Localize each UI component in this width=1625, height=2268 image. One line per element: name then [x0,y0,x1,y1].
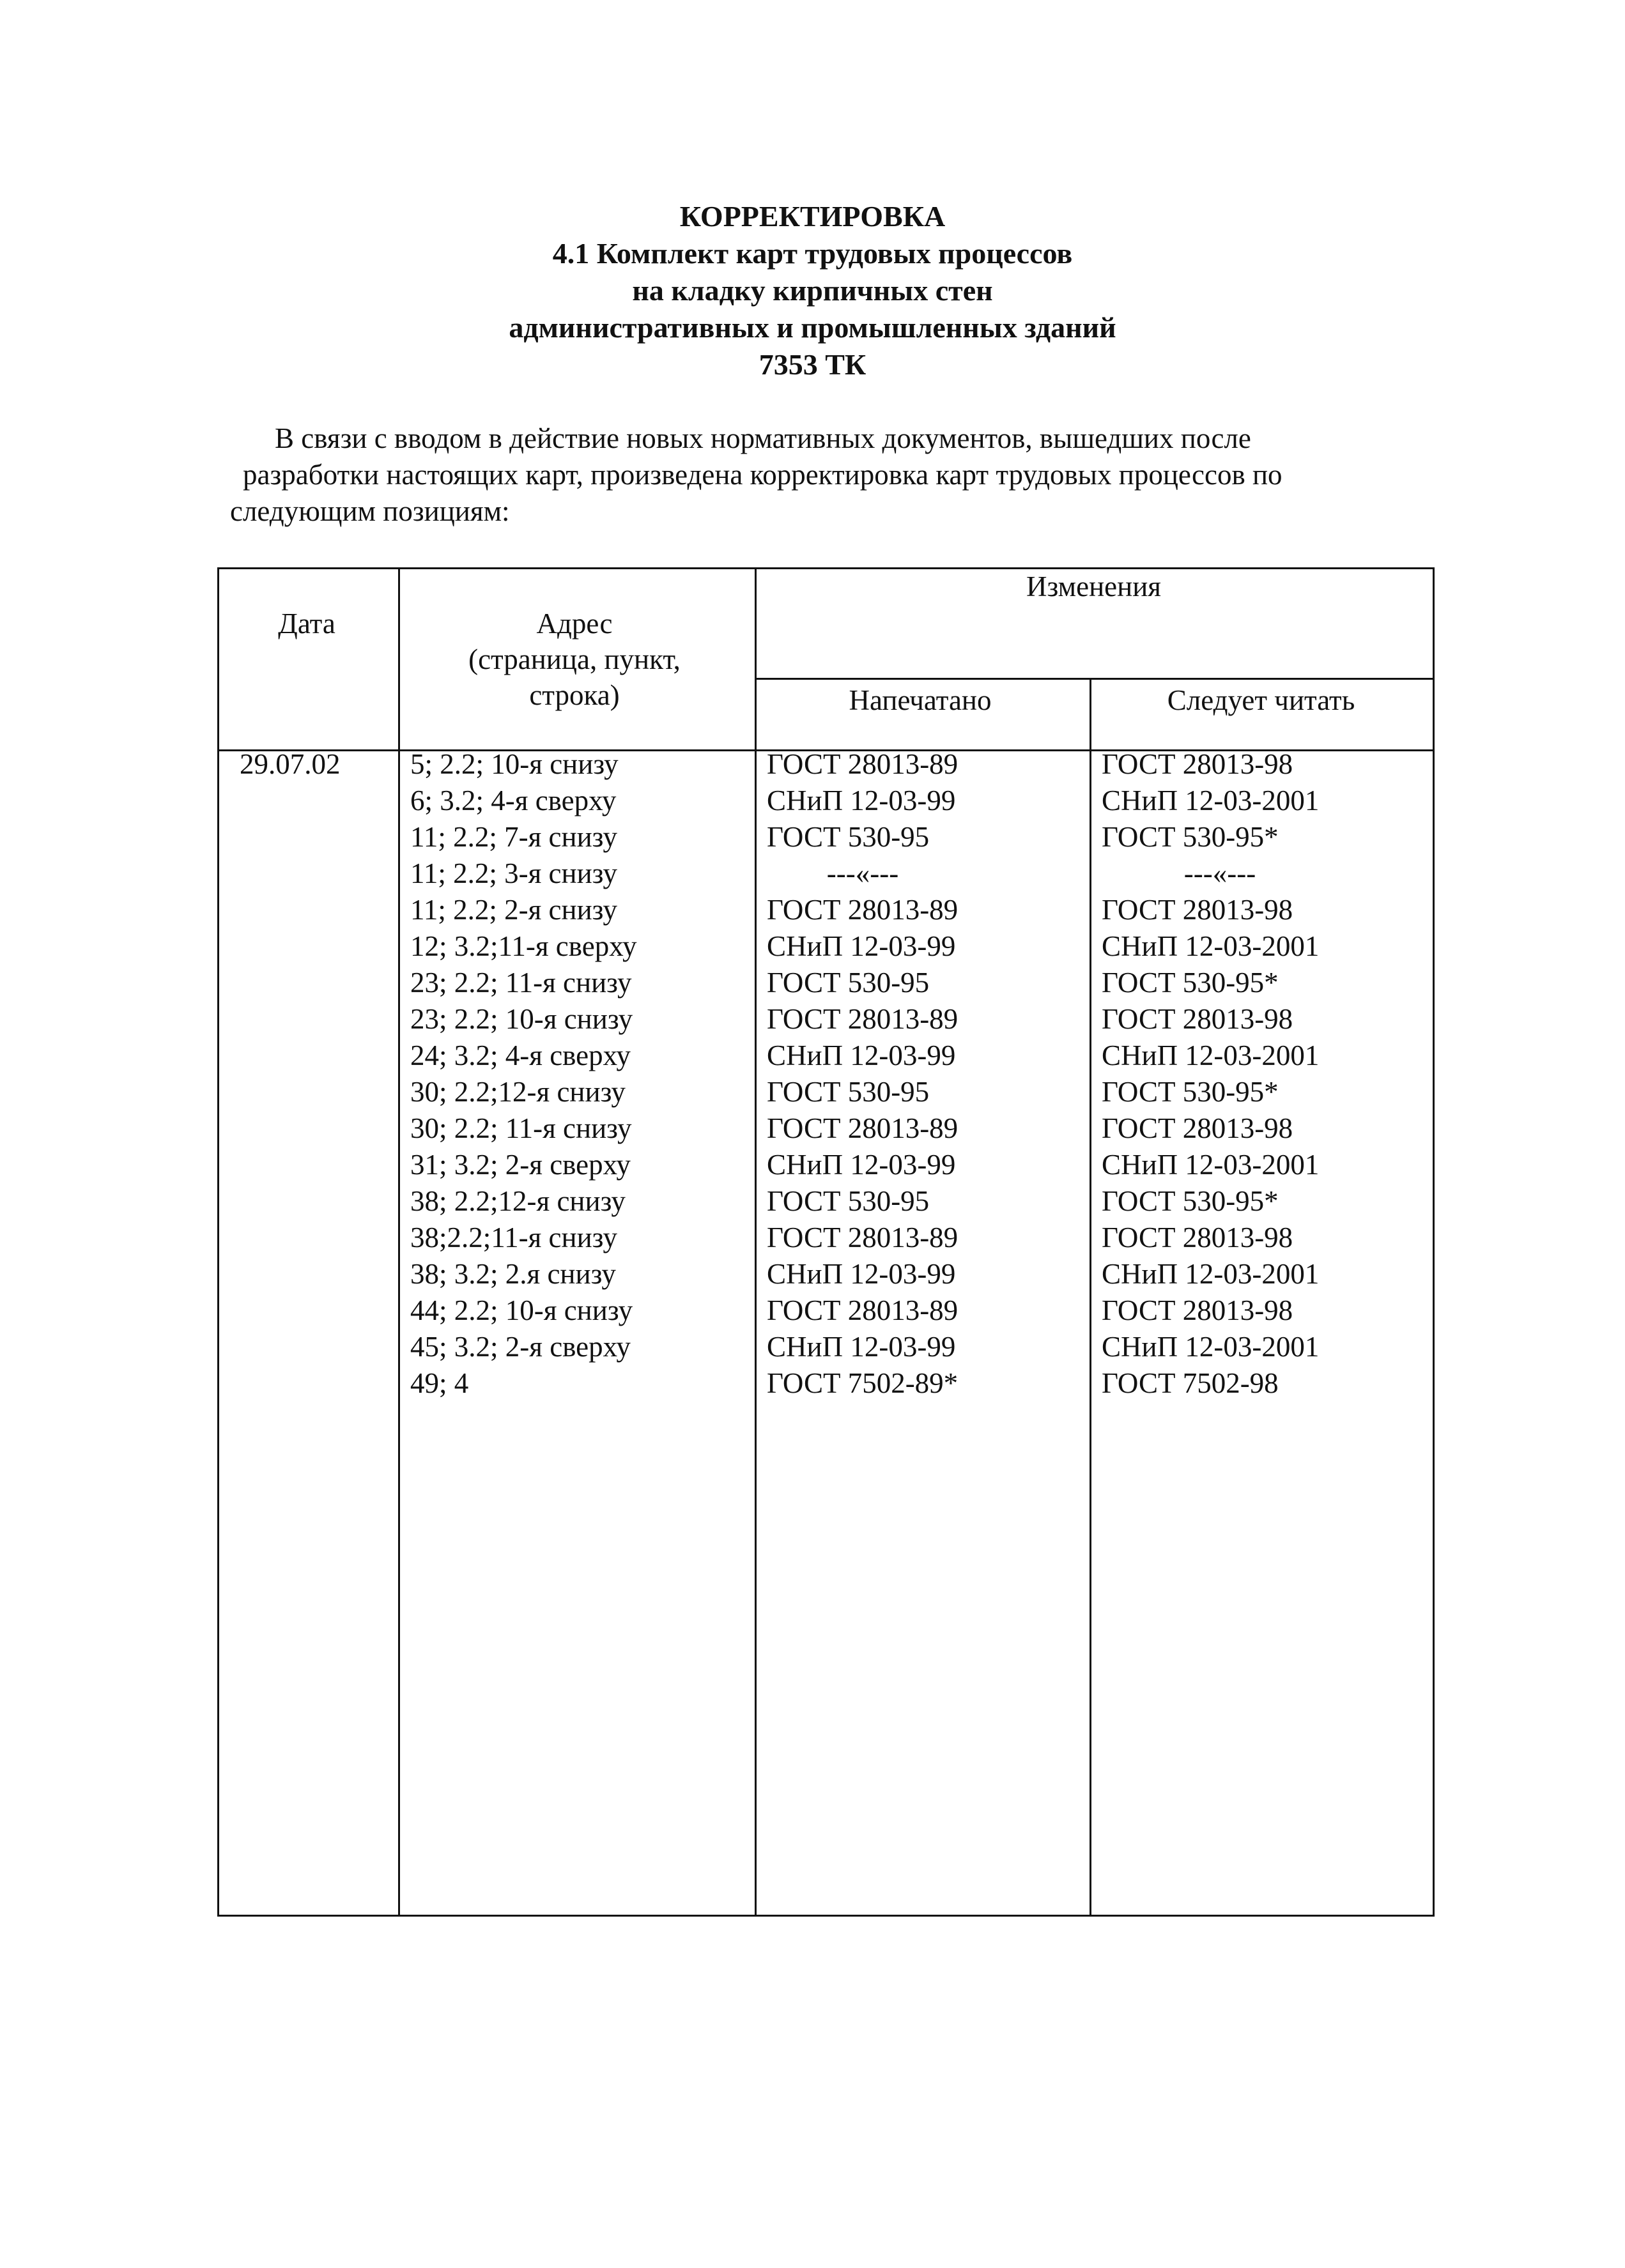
printed-cell: ГОСТ 28013-89 [767,1003,959,1035]
address-cell: 45; 3.2; 2-я сверху [410,1331,631,1363]
should-read-cell: СНиП 12-03-2001 [1102,1331,1320,1363]
printed-cell: ГОСТ 28013-89 [767,894,959,926]
header-address-line-2: (страница, пункт, [468,643,681,675]
table-header-split-line [755,678,1433,680]
intro-line-3: следующим позициям: [230,495,510,527]
should-read-cell: СНиП 12-03-2001 [1102,1149,1320,1181]
should-read-cell: ГОСТ 28013-98 [1102,1294,1293,1326]
address-cell: 5; 2.2; 10-я снизу [410,748,619,780]
address-cell: 31; 3.2; 2-я сверху [410,1149,631,1181]
printed-cell: ГОСТ 28013-89 [767,1112,959,1144]
table-col-divider-address [755,569,757,1915]
intro-paragraph [230,420,1444,530]
should-read-cell: ГОСТ 28013-98 [1102,748,1293,780]
should-read-cell: ГОСТ 530-95* [1102,1076,1279,1108]
title-line-3: на кладку кирпичных стен [632,274,993,307]
printed-cell: ГОСТ 28013-89 [767,748,959,780]
address-cell: 38;2.2;11-я снизу [410,1222,617,1253]
should-read-cell: ГОСТ 28013-98 [1102,1112,1293,1144]
address-cell: 12; 3.2;11-я сверху [410,930,637,962]
printed-cell: СНиП 12-03-99 [767,1039,956,1071]
should-read-cell: ГОСТ 28013-98 [1102,1003,1293,1035]
printed-cell: ГОСТ 530-95 [767,967,930,999]
should-read-cell: ГОСТ 7502-98 [1102,1367,1279,1399]
title-line-4: административных и промышленных зданий [509,311,1116,344]
header-address-line-3: строка) [529,679,620,711]
address-cell: 49; 4 [410,1367,469,1399]
address-cell: 23; 2.2; 10-я снизу [410,1003,633,1035]
document-title [0,198,1625,383]
printed-cell: СНиП 12-03-99 [767,930,956,962]
should-read-cell: ГОСТ 530-95* [1102,967,1279,999]
address-cell: 30; 2.2; 11-я снизу [410,1112,632,1144]
should-read-cell: ГОСТ 530-95* [1102,821,1279,853]
should-read-cell: ГОСТ 28013-98 [1102,1222,1293,1253]
address-cell: 38; 2.2;12-я снизу [410,1185,626,1217]
should-read-cell: ГОСТ 28013-98 [1102,894,1293,926]
address-cell: 11; 2.2; 7-я снизу [410,821,617,853]
printed-cell: ГОСТ 530-95 [767,1076,930,1108]
date-cell: 29.07.02 [240,748,341,780]
should-read-cell: ГОСТ 530-95* [1102,1185,1279,1217]
intro-line-2: разработки настоящих карт, произведена корректировка карт трудовых процессов по [243,459,1282,491]
address-cell: 24; 3.2; 4-я сверху [410,1039,631,1071]
address-cell: 11; 2.2; 2-я снизу [410,894,617,926]
printed-cell: ГОСТ 7502-89* [767,1367,959,1399]
header-address [396,606,753,713]
address-cell: 38; 3.2; 2.я снизу [410,1258,616,1290]
header-should-read: Следует читать [1167,684,1355,716]
table-col-divider-date [398,569,400,1915]
intro-line-1: В связи с вводом в действие новых нормативных документов, вышедших после [275,422,1251,454]
should-read-cell: СНиП 12-03-2001 [1102,785,1320,816]
printed-cell: ГОСТ 28013-89 [767,1294,959,1326]
title-line-5: 7353 ТК [759,348,866,381]
should-read-cell: СНиП 12-03-2001 [1102,1039,1320,1071]
printed-cell: СНиП 12-03-99 [767,1258,956,1290]
header-changes: Изменения [1026,571,1161,602]
header-printed: Напечатано [849,684,992,716]
date-column [240,746,341,783]
should-read-cell: СНиП 12-03-2001 [1102,930,1320,962]
should-read-cell: ---«--- [1183,857,1256,889]
address-column [410,746,637,1402]
title-line-1: КОРРЕКТИРОВКА [679,200,946,233]
printed-column [767,746,959,1402]
address-cell: 44; 2.2; 10-я снизу [410,1294,633,1326]
should-read-column [1102,746,1338,1402]
address-cell: 6; 3.2; 4-я сверху [410,785,617,816]
printed-cell: СНиП 12-03-99 [767,1331,956,1363]
title-line-2: 4.1 Комплект карт трудовых процессов [552,237,1073,270]
printed-cell: ---«--- [826,857,899,889]
printed-cell: ГОСТ 530-95 [767,821,930,853]
should-read-cell: СНиП 12-03-2001 [1102,1258,1320,1290]
address-cell: 23; 2.2; 11-я снизу [410,967,632,999]
address-cell: 30; 2.2;12-я снизу [410,1076,626,1108]
header-date: Дата [278,608,335,640]
printed-cell: ГОСТ 530-95 [767,1185,930,1217]
printed-cell: ГОСТ 28013-89 [767,1222,959,1253]
printed-cell: СНиП 12-03-99 [767,1149,956,1181]
table-col-divider-printed [1090,678,1091,1915]
header-address-line-1: Адрес [536,608,613,640]
address-cell: 11; 2.2; 3-я снизу [410,857,617,889]
printed-cell: СНиП 12-03-99 [767,785,956,816]
